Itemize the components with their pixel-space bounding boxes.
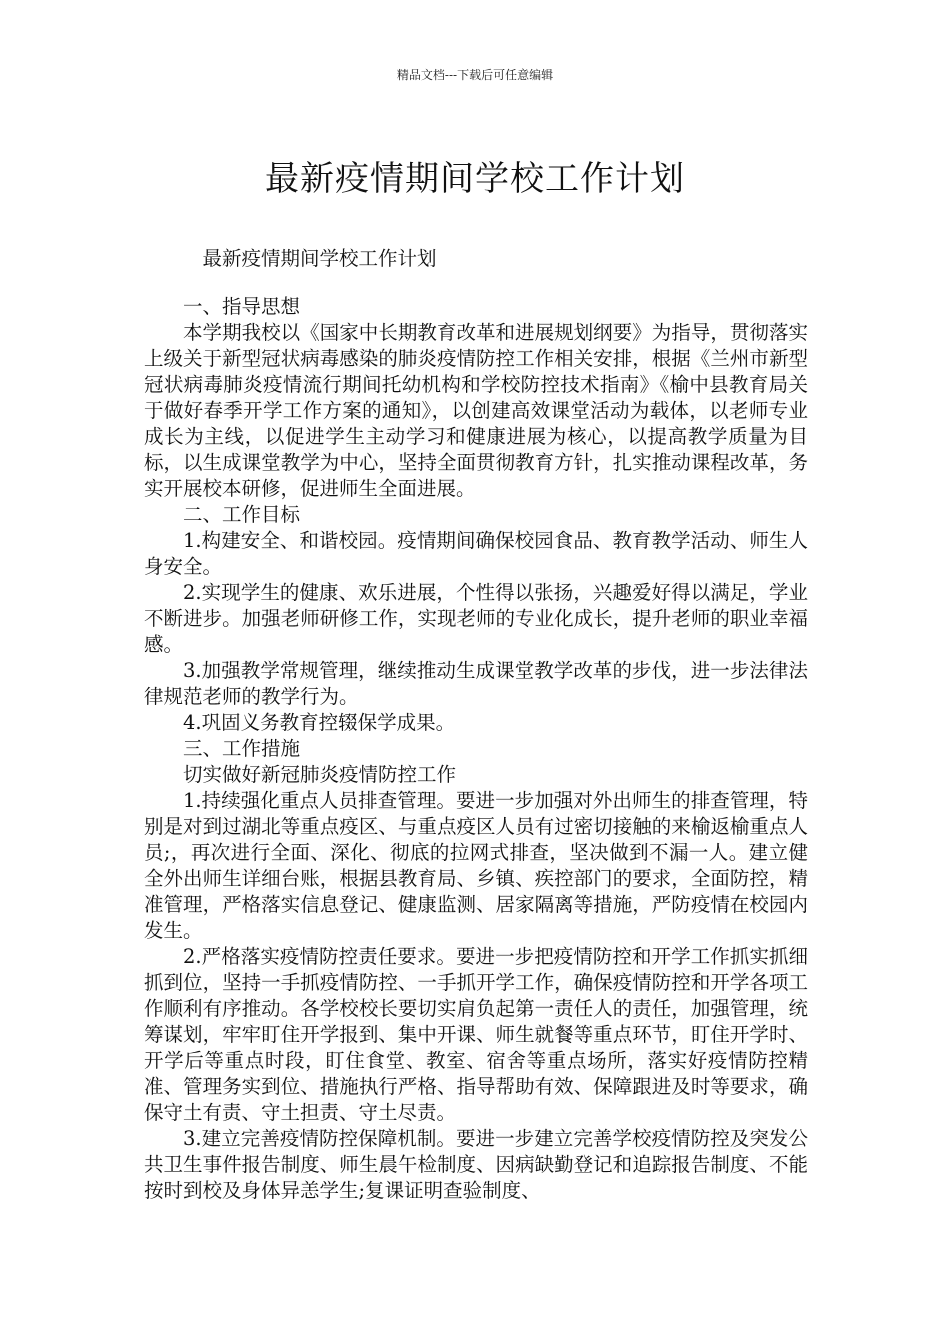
document-title: 最新疫情期间学校工作计划 — [265, 158, 685, 199]
heading-guiding-ideology: 一、指导思想 — [183, 295, 301, 318]
paragraph: 切实做好新冠肺炎疫情防控工作 — [183, 763, 457, 786]
paragraph: 4.巩固义务教育控辍保学成果。 — [183, 711, 456, 734]
paragraph: 3.加强教学常规管理，继续推动生成课堂教学改革的步伐，进一步法律法律规范老师的教学行为。 — [144, 659, 808, 708]
heading-work-goals: 二、工作目标 — [183, 503, 301, 526]
paragraph: 2.实现学生的健康、欢乐进展，个性得以张扬，兴趣爱好得以满足，学业不断进步。加强老师研修工作，实现老师的专业化成长，提升老师的职业幸福感。 — [144, 581, 808, 656]
heading-work-measures: 三、工作措施 — [183, 737, 301, 760]
document-body — [144, 246, 808, 1204]
paragraph: 本学期我校以《国家中长期教育改革和进展规划纲要》为指导，贯彻落实上级关于新型冠状病毒感染的肺炎疫情防控工作相关安排，根据《兰州市新型冠状病毒肺炎疫情流行期间托幼机构和学校防控技术指南》《榆中县教育局关于做好春季开学工作方案的通知》，以创建高效课堂活动为载体，以老师专业成长为主线，以促进学生主动学习和健康进展为核心，以提高教学质量为目标，以生成课堂教学为中心，坚持全面贯彻教育方针，扎实推动课程改革，务实开展校本研修，促进师生全面进展。 — [144, 321, 808, 500]
paragraph: 1.构建安全、和谐校园。疫情期间确保校园食品、教育教学活动、师生人身安全。 — [144, 529, 808, 578]
paragraph: 1.持续强化重点人员排查管理。要进一步加强对外出师生的排查管理，特别是对到过湖北等重点疫区、与重点疫区人员有过密切接触的来榆返榆重点人员;，再次进行全面、深化、彻底的拉网式排查，坚决做到不漏一人。建立健全外出师生详细台账，根据县教育局、乡镇、疾控部门的要求，全面防控，精准管理，严格落实信息登记、健康监测、居家隔离等措施，严防疫情在校园内发生。 — [144, 789, 808, 942]
paragraph: 3.建立完善疫情防控保障机制。要进一步建立完善学校疫情防控及突发公共卫生事件报告制度、师生晨午检制度、因病缺勤登记和追踪报告制度、不能按时到校及身体异恙学生;复课证明查验制度、 — [144, 1127, 808, 1202]
paragraph: 2.严格落实疫情防控责任要求。要进一步把疫情防控和开学工作抓实抓细抓到位，坚持一手抓疫情防控、一手抓开学工作，确保疫情防控和开学各项工作顺利有序推动。各学校校长要切实肩负起第一责任人的责任，加强管理，统筹谋划，牢牢盯住开学报到、集中开课、师生就餐等重点环节，盯住开学时、开学后等重点时段，盯住食堂、教室、宿舍等重点场所，落实好疫情防控精准、管理务实到位、措施执行严格、指导帮助有效、保障跟进及时等要求，确保守土有责、守土担责、守土尽责。 — [144, 945, 808, 1124]
document-subtitle: 最新疫情期间学校工作计划 — [202, 247, 437, 270]
header-note: 精品文档---下载后可任意编辑 — [396, 68, 554, 82]
